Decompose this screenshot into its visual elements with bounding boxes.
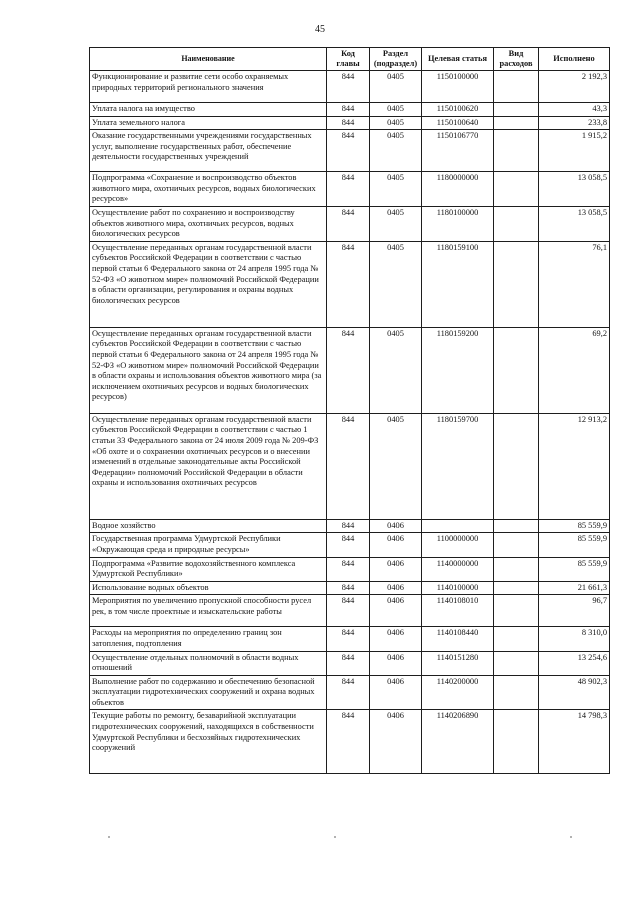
cell-section: 0405 xyxy=(370,172,422,207)
cell-name: Выполнение работ по содержанию и обеспечению безопасной эксплуатации гидротехнических сооружений и охрана водных объектов xyxy=(90,675,327,710)
table-row xyxy=(90,206,610,241)
cell-amount: 21 661,3 xyxy=(539,581,610,595)
cell-code: 844 xyxy=(327,533,370,557)
cell-name: Осуществление отдельных полномочий в области водных отношений xyxy=(90,651,327,675)
cell-code: 844 xyxy=(327,413,370,519)
table-row xyxy=(90,581,610,595)
cell-kind xyxy=(494,627,539,651)
header-section: Раздел (подраздел) xyxy=(370,48,422,71)
cell-name: Использование водных объектов xyxy=(90,581,327,595)
cell-kind xyxy=(494,595,539,627)
cell-target: 1140108010 xyxy=(422,595,494,627)
cell-amount: 96,7 xyxy=(539,595,610,627)
cell-kind xyxy=(494,581,539,595)
table-row xyxy=(90,172,610,207)
cell-name: Оказание государственными учреждениями государственных услуг, выполнение государственных работ, обеспечение деятельности государственных учреждений xyxy=(90,130,327,172)
scan-dot xyxy=(334,836,336,838)
cell-amount: 76,1 xyxy=(539,241,610,327)
cell-section: 0405 xyxy=(370,103,422,117)
cell-section: 0406 xyxy=(370,595,422,627)
header-target: Целевая статья xyxy=(422,48,494,71)
cell-amount: 2 192,3 xyxy=(539,71,610,103)
budget-execution-table xyxy=(89,47,610,774)
table-row xyxy=(90,595,610,627)
header-name: Наименование xyxy=(90,48,327,71)
cell-kind xyxy=(494,172,539,207)
scan-dot xyxy=(108,836,110,838)
cell-section: 0406 xyxy=(370,581,422,595)
cell-target: 1140108440 xyxy=(422,627,494,651)
cell-amount: 69,2 xyxy=(539,327,610,413)
cell-name: Подпрограмма «Сохранение и воспроизводство объектов животного мира, охотничьих ресурсов, водных биологических ресурсов» xyxy=(90,172,327,207)
cell-section: 0406 xyxy=(370,710,422,774)
cell-target: 1140206890 xyxy=(422,710,494,774)
cell-section: 0406 xyxy=(370,533,422,557)
cell-target: 1180159700 xyxy=(422,413,494,519)
cell-amount: 85 559,9 xyxy=(539,557,610,581)
cell-code: 844 xyxy=(327,327,370,413)
cell-section: 0405 xyxy=(370,327,422,413)
cell-section: 0406 xyxy=(370,651,422,675)
cell-kind xyxy=(494,413,539,519)
cell-code: 844 xyxy=(327,557,370,581)
header-code: Код главы xyxy=(327,48,370,71)
cell-code: 844 xyxy=(327,103,370,117)
cell-target: 1150100620 xyxy=(422,103,494,117)
cell-name: Осуществление переданных органам государственной власти субъектов Российской Федерации в соответствии с частью 1 статьи 33 Федерального закона от 24 июля 2009 года № 209-ФЗ «Об охоте и о сохранении охотничьих ресурсов и о внесении изменений в отдельные законодательные акты Российской Федерации» полномочий Российской Федерации в области охраны и использования охотничьих ресурсов xyxy=(90,413,327,519)
cell-code: 844 xyxy=(327,710,370,774)
cell-section: 0406 xyxy=(370,675,422,710)
cell-amount: 85 559,9 xyxy=(539,533,610,557)
cell-section: 0405 xyxy=(370,413,422,519)
scan-dot xyxy=(570,836,572,838)
table-row xyxy=(90,533,610,557)
cell-kind xyxy=(494,519,539,533)
table-row xyxy=(90,651,610,675)
cell-kind xyxy=(494,327,539,413)
cell-code: 844 xyxy=(327,206,370,241)
scan-marks xyxy=(0,836,640,846)
cell-kind xyxy=(494,71,539,103)
cell-target: 1180159100 xyxy=(422,241,494,327)
cell-target: 1140200000 xyxy=(422,675,494,710)
cell-code: 844 xyxy=(327,651,370,675)
cell-code: 844 xyxy=(327,675,370,710)
cell-code: 844 xyxy=(327,116,370,130)
table-header-row xyxy=(90,48,610,71)
table-row xyxy=(90,557,610,581)
cell-section: 0405 xyxy=(370,130,422,172)
cell-kind xyxy=(494,675,539,710)
cell-kind xyxy=(494,103,539,117)
table-row xyxy=(90,413,610,519)
cell-amount: 43,3 xyxy=(539,103,610,117)
cell-name: Осуществление переданных органам государственной власти субъектов Российской Федерации в соответствии с частью первой статьи 6 Федерального закона от 24 апреля 1995 года № 52-ФЗ «О животном мире» полномочий Российской Федерации в области организации, регулирования и охраны водных биологических ресурсов xyxy=(90,241,327,327)
cell-target: 1150106770 xyxy=(422,130,494,172)
cell-code: 844 xyxy=(327,627,370,651)
cell-code: 844 xyxy=(327,130,370,172)
table-row xyxy=(90,71,610,103)
cell-name: Подпрограмма «Развитие водохозяйственного комплекса Удмуртской Республики» xyxy=(90,557,327,581)
cell-amount: 1 915,2 xyxy=(539,130,610,172)
cell-name: Осуществление работ по сохранению и воспроизводству объектов животного мира, охотничьих ресурсов, водных биологических ресурсов xyxy=(90,206,327,241)
table-row xyxy=(90,130,610,172)
cell-amount: 8 310,0 xyxy=(539,627,610,651)
cell-kind xyxy=(494,533,539,557)
cell-amount: 48 902,3 xyxy=(539,675,610,710)
cell-name: Уплата земельного налога xyxy=(90,116,327,130)
cell-amount: 13 058,5 xyxy=(539,172,610,207)
table-row xyxy=(90,116,610,130)
cell-target: 1140100000 xyxy=(422,581,494,595)
cell-name: Водное хозяйство xyxy=(90,519,327,533)
cell-kind xyxy=(494,206,539,241)
cell-name: Расходы на мероприятия по определению границ зон затопления, подтопления xyxy=(90,627,327,651)
cell-code: 844 xyxy=(327,71,370,103)
cell-section: 0406 xyxy=(370,557,422,581)
page-number: 45 xyxy=(315,24,325,35)
cell-amount: 233,8 xyxy=(539,116,610,130)
cell-target: 1180000000 xyxy=(422,172,494,207)
cell-target xyxy=(422,519,494,533)
cell-section: 0406 xyxy=(370,519,422,533)
table-row xyxy=(90,627,610,651)
cell-kind xyxy=(494,557,539,581)
cell-kind xyxy=(494,116,539,130)
cell-amount: 14 798,3 xyxy=(539,710,610,774)
table-row xyxy=(90,103,610,117)
cell-target: 1180100000 xyxy=(422,206,494,241)
cell-kind xyxy=(494,651,539,675)
cell-section: 0405 xyxy=(370,241,422,327)
cell-amount: 85 559,9 xyxy=(539,519,610,533)
cell-name: Осуществление переданных органам государственной власти субъектов Российской Федерации в соответствии с частью первой статьи 6 Федерального закона от 24 апреля 1995 года № 52-ФЗ «О животном мире» полномочий Российской Федерации в области охраны и использования объектов животного мира (за исключением охотничьих ресурсов и водных биологических ресурсов) xyxy=(90,327,327,413)
cell-target: 1180159200 xyxy=(422,327,494,413)
header-amount: Исполнено xyxy=(539,48,610,71)
table-row xyxy=(90,519,610,533)
cell-section: 0405 xyxy=(370,206,422,241)
cell-section: 0406 xyxy=(370,627,422,651)
cell-kind xyxy=(494,130,539,172)
cell-kind xyxy=(494,710,539,774)
cell-code: 844 xyxy=(327,595,370,627)
cell-code: 844 xyxy=(327,172,370,207)
cell-amount: 13 058,5 xyxy=(539,206,610,241)
cell-target: 1150100000 xyxy=(422,71,494,103)
cell-target: 1100000000 xyxy=(422,533,494,557)
cell-amount: 12 913,2 xyxy=(539,413,610,519)
cell-name: Уплата налога на имущество xyxy=(90,103,327,117)
cell-code: 844 xyxy=(327,241,370,327)
cell-target: 1140000000 xyxy=(422,557,494,581)
cell-target: 1140151280 xyxy=(422,651,494,675)
cell-kind xyxy=(494,241,539,327)
cell-code: 844 xyxy=(327,581,370,595)
cell-section: 0405 xyxy=(370,71,422,103)
table-row xyxy=(90,327,610,413)
table-row xyxy=(90,710,610,774)
header-kind: Вид расходов xyxy=(494,48,539,71)
cell-code: 844 xyxy=(327,519,370,533)
cell-name: Государственная программа Удмуртской Республики «Окружающая среда и природные ресурсы» xyxy=(90,533,327,557)
cell-name: Текущие работы по ремонту, безаварийной эксплуатации гидротехнических сооружений, находящихся в собственности Удмуртской Республики и бесхозяйных гидротехнических сооружений xyxy=(90,710,327,774)
table-row xyxy=(90,675,610,710)
cell-amount: 13 254,6 xyxy=(539,651,610,675)
table-row xyxy=(90,241,610,327)
cell-section: 0405 xyxy=(370,116,422,130)
cell-target: 1150100640 xyxy=(422,116,494,130)
cell-name: Функционирование и развитие сети особо охраняемых природных территорий регионального значения xyxy=(90,71,327,103)
cell-name: Мероприятия по увеличению пропускной способности русел рек, в том числе проектные и изыскательские работы xyxy=(90,595,327,627)
